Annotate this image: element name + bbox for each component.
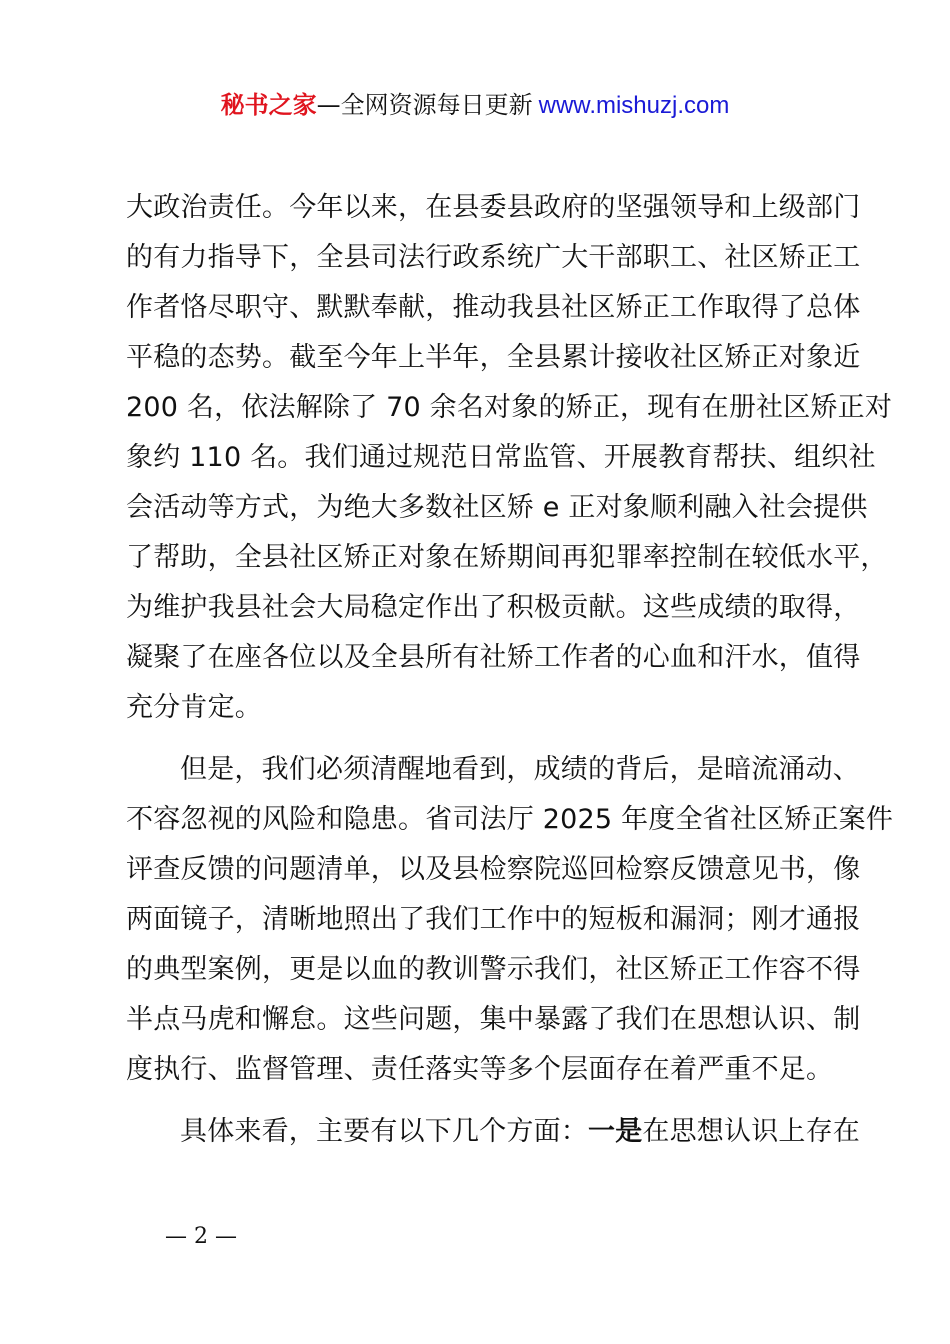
text-line: 不容忽视的风险和隐患。省司法厅 2025 年度全省社区矫正案件: [126, 804, 894, 835]
text-line: 凝聚了在座各位以及全县所有社矫工作者的心血和汗水，值得: [126, 642, 861, 673]
paragraph-specifics: [126, 1107, 861, 1157]
continuation-text: 在思想认识上存在: [642, 1116, 861, 1147]
text-line: [126, 1107, 861, 1157]
text-line: 的典型案例，更是以血的教训警示我们，社区矫正工作容不得: [126, 954, 861, 985]
text-line: 象约 110 名。我们通过规范日常监管、开展教育帮扶、组织社: [126, 442, 876, 473]
brand-name: 秘书之家: [220, 91, 317, 119]
text-line: 200 名，依法解除了 70 余名对象的矫正，现有在册社区矫正对: [126, 392, 893, 423]
text-line: 但是，我们必须清醒地看到，成绩的背后，是暗流涌动、: [180, 754, 860, 785]
text-line: 充分肯定。: [126, 692, 262, 723]
intro-text: 具体来看，主要有以下几个方面：: [180, 1116, 588, 1147]
text-line: 了帮助，全县社区矫正对象在矫期间再犯罪率控制在较低水平，: [126, 542, 888, 573]
text-line: 评查反馈的问题清单，以及县检察院巡回检察反馈意见书，像: [126, 854, 861, 885]
emphasis-text: 一是: [588, 1116, 643, 1147]
paragraph-achievements: [126, 183, 893, 733]
header-tagline: —全网资源每日更新: [316, 91, 533, 119]
page-number: — 2 —: [165, 1224, 237, 1249]
text-line: 两面镜子，清晰地照出了我们工作中的短板和漏洞；刚才通报: [126, 904, 861, 935]
text-line: 会活动等方式，为绝大多数社区矫 e 正对象顺利融入社会提供: [126, 492, 868, 523]
text-line: 度执行、监督管理、责任落实等多个层面存在着严重不足。: [126, 1054, 834, 1085]
text-line: 大政治责任。今年以来，在县委县政府的坚强领导和上级部门: [126, 192, 861, 223]
page-header: [0, 88, 950, 123]
text-line: 的有力指导下，全县司法行政系统广大干部职工、社区矫正工: [126, 242, 861, 273]
text-line: 平稳的态势。截至今年上半年，全县累计接收社区矫正对象近: [126, 342, 861, 373]
text-line: 为维护我县社会大局稳定作出了积极贡献。这些成绩的取得，: [126, 592, 861, 623]
document-body: [126, 183, 894, 1157]
site-url-link[interactable]: www.mishuzj.com: [538, 92, 730, 119]
text-line: 半点马虎和懈怠。这些问题，集中暴露了我们在思想认识、制: [126, 1004, 861, 1035]
text-line: 作者恪尽职守、默默奉献，推动我县社区矫正工作取得了总体: [126, 292, 861, 323]
paragraph-risks: [126, 745, 894, 1095]
